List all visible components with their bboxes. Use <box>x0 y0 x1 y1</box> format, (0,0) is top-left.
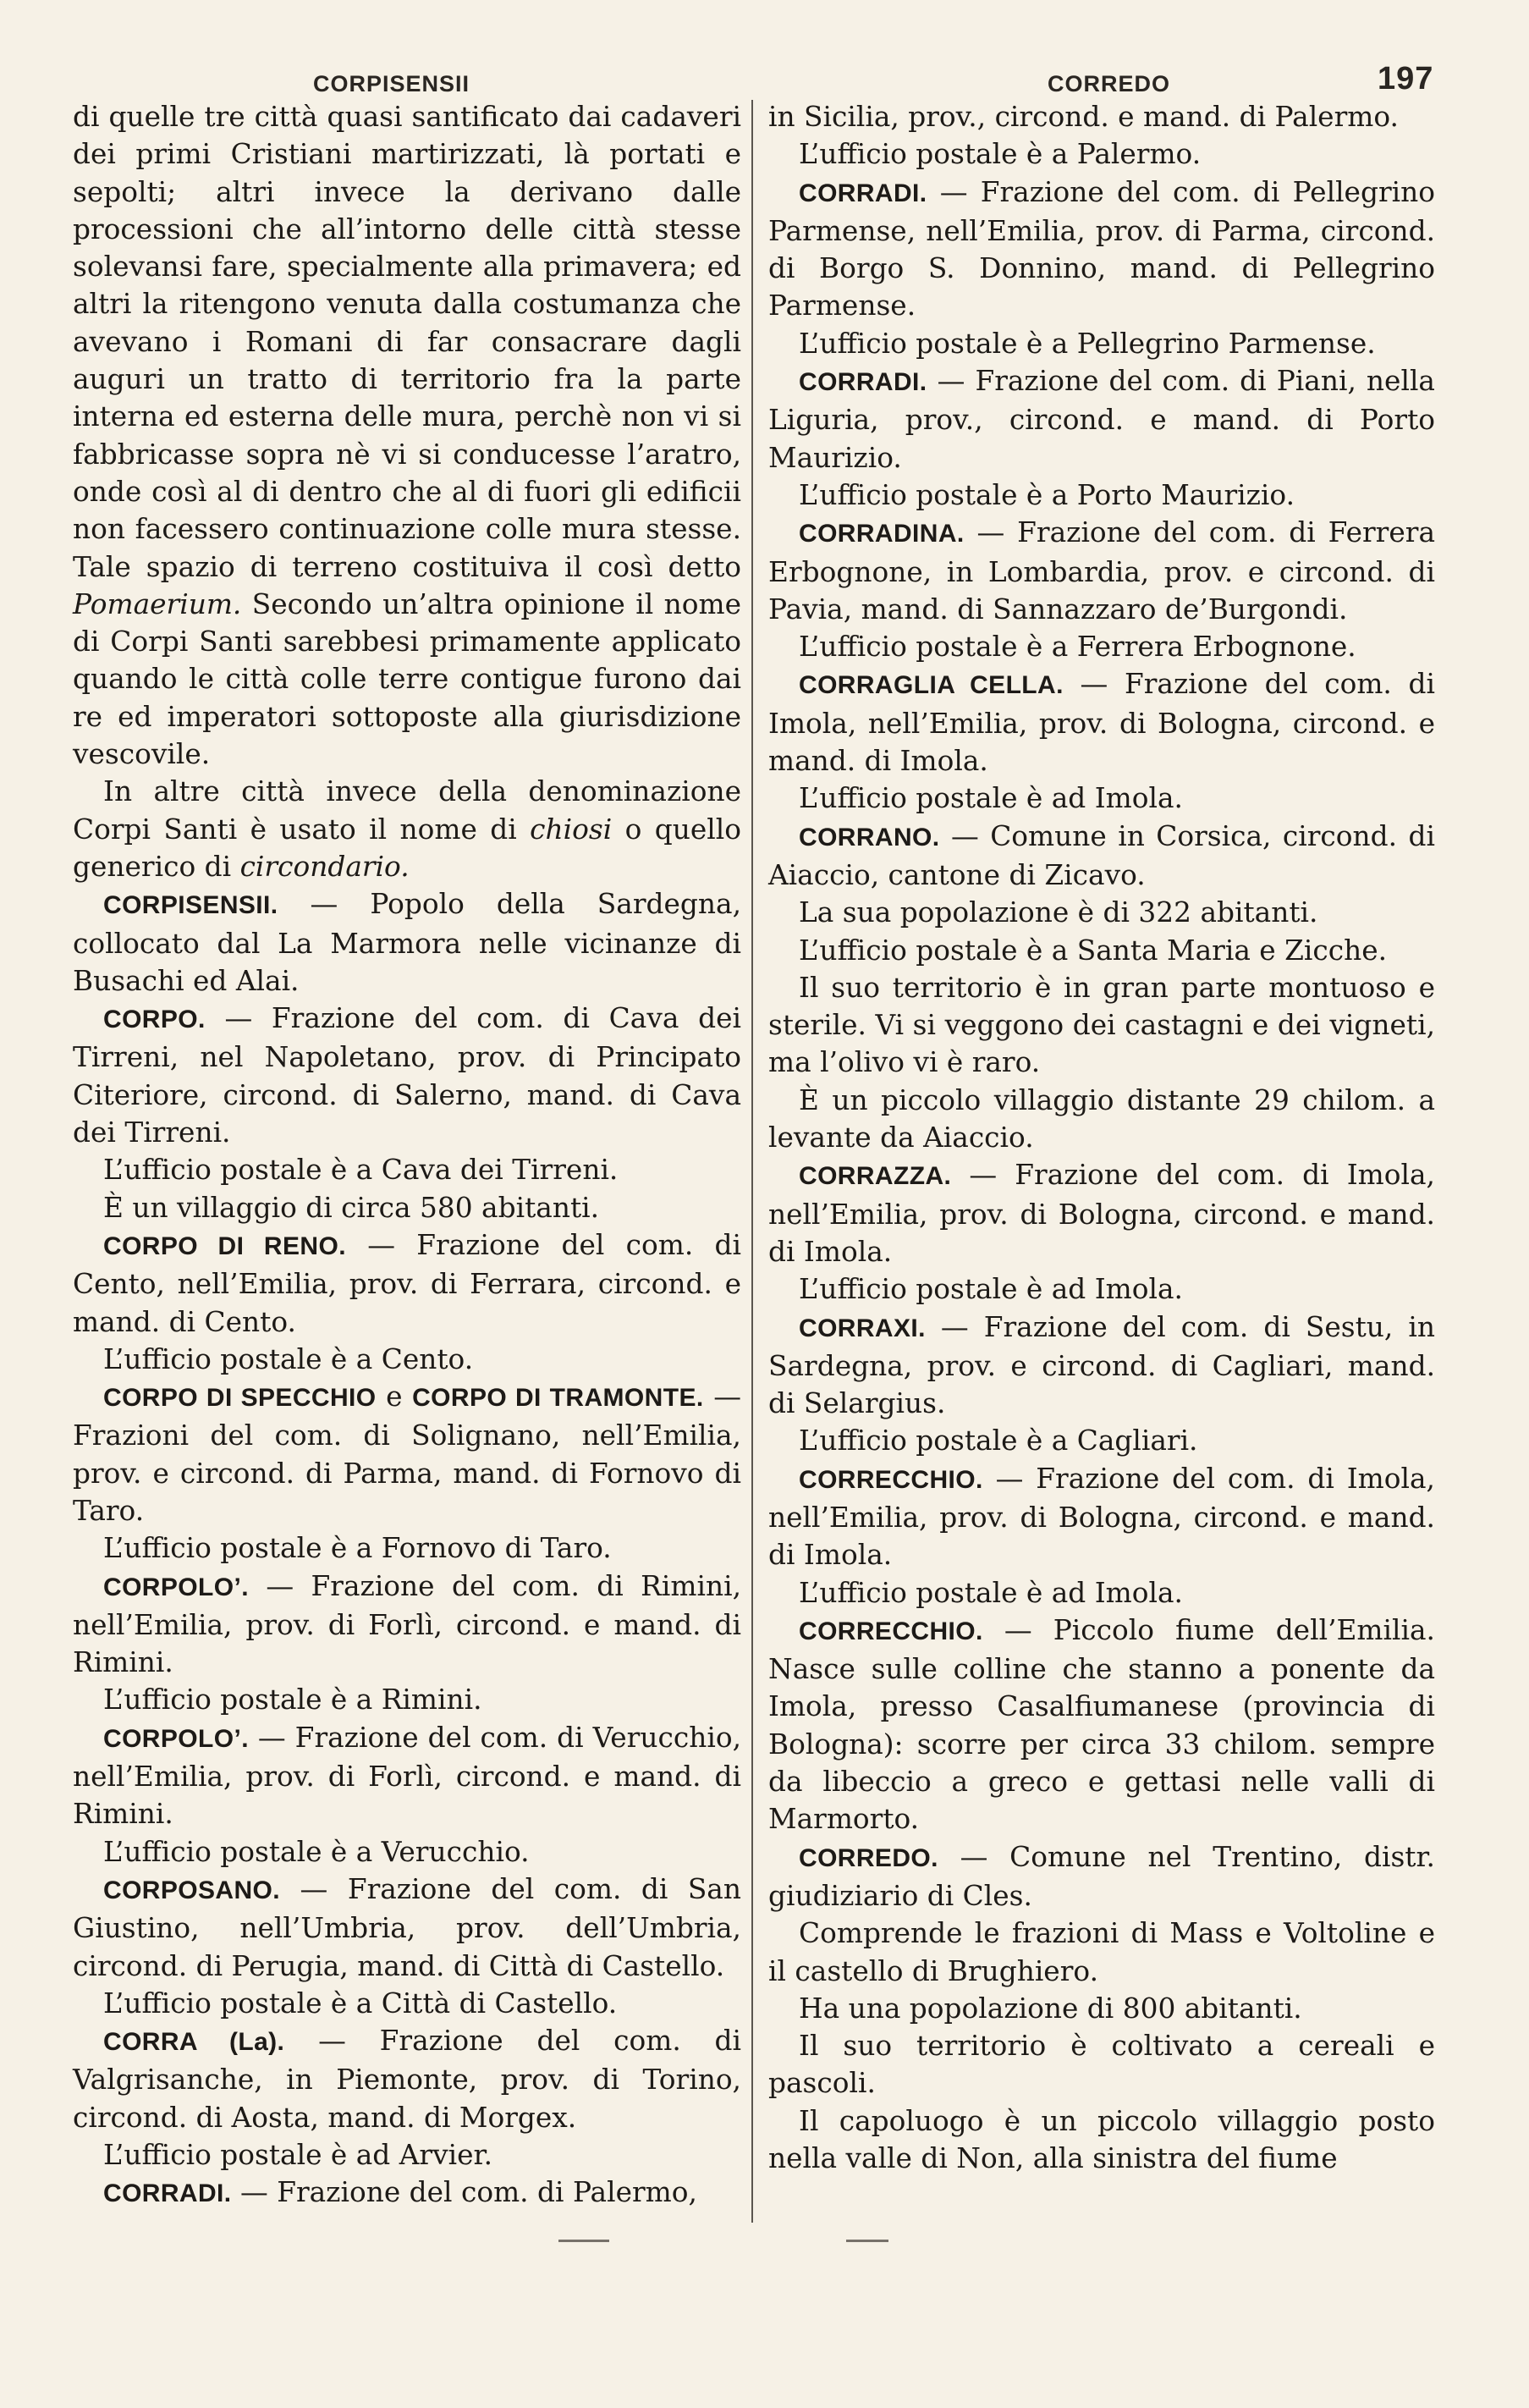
entry-paragraph <box>768 780 1435 817</box>
entry-text: — Frazione del com. di Piani, nella Liguria, prov., circond. e mand. di Porto Maurizio. <box>768 365 1435 474</box>
entry-text: L’ufficio postale è a Pellegrino Parmense. <box>799 327 1376 360</box>
entry-text: Il suo territorio è coltivato a cereali e pascoli. <box>768 2030 1435 2100</box>
entry-text: — Piccolo fiume dell’Emilia. Nasce sulle colline che stanno a ponente da Imola, presso Casalfiumanese (provincia di Bologna): scorre per circa 33 chilom. sempre da libeccio a greco e gettasi nelle valli di Marmorto. <box>768 1613 1435 1836</box>
entry-paragraph <box>73 1985 741 2022</box>
entry-paragraph <box>73 1341 741 1378</box>
dictionary-entry <box>73 1871 741 1985</box>
entry-text: in Sicilia, prov., circond. e mand. di Palermo. <box>768 101 1399 133</box>
entry-text: L’ufficio postale è a Santa Maria e Zicche. <box>799 934 1388 967</box>
dictionary-entry <box>768 1838 1435 1915</box>
dictionary-entry <box>768 362 1435 477</box>
entry-text: — Frazione del com. di Cava dei Tirreni, nel Napoletano, prov. di Principato Citeriore, circond. di Salerno, mand. di Cava dei Tirreni. <box>73 1002 741 1149</box>
entry-headword: CORRADI. <box>103 2179 232 2208</box>
entry-headword: CORPOLO’. <box>103 1724 249 1753</box>
entry-paragraph <box>768 1422 1435 1459</box>
entry-paragraph <box>768 969 1435 1082</box>
entry-text: — Frazione del com. di Imola, nell’Emilia, prov. di Bologna, circond. e mand. di Imola. <box>768 668 1435 778</box>
printer-mark <box>558 2240 609 2242</box>
entry-paragraph <box>768 1990 1435 2027</box>
entry-headword: CORRECCHIO. <box>799 1465 983 1494</box>
entry-text: È un villaggio di circa 580 abitanti. <box>103 1191 600 1224</box>
entry-headword: CORPOSANO. <box>103 1876 281 1904</box>
entry-text: L’ufficio postale è ad Imola. <box>799 782 1183 815</box>
dictionary-entry <box>73 1000 741 1151</box>
entry-text: — Frazione del com. di Palermo, <box>239 2176 697 2209</box>
entry-headword: CORRECCHIO. <box>799 1617 983 1645</box>
entry-text: L’ufficio postale è a Città di Castello. <box>103 1986 618 2020</box>
entry-text: — Frazione del com. di Pellegrino Parmense, nell’Emilia, prov. di Parma, circond. di Borgo S. Donnino, mand. di Pellegrino Parmense. <box>768 175 1435 322</box>
entry-headword: CORPO. <box>103 1006 206 1034</box>
entry-headword: CORRADINA. <box>799 520 965 548</box>
entry-text: — Popolo della Sardegna, collocato dal La Marmora nelle vicinanze di Busachi ed Alai. <box>73 888 741 997</box>
entry-paragraph <box>73 2136 741 2174</box>
running-head-left: CORPISENSII <box>313 71 470 96</box>
dictionary-entry <box>768 1612 1435 1838</box>
entry-text: L’ufficio postale è a Cagliari. <box>799 1424 1198 1457</box>
chiosi-paragraph: In altre città invece della denominazione Corpi Santi è usato il nome di chiosi o quello generico di circondario. <box>73 775 741 883</box>
dictionary-entry <box>768 818 1435 895</box>
entry-text: — Frazioni del com. di Solignano, nell’Emilia, prov. e circond. di Parma, mand. di Fornovo di Taro. <box>73 1380 741 1527</box>
entry-text: — Comune nel Trentino, distr. giudiziario di Cles. <box>768 1840 1435 1912</box>
left-column <box>73 68 741 2213</box>
entry-text: L’ufficio postale è a Cava dei Tirreni. <box>103 1154 619 1187</box>
entry-headword: CORRAZZA. <box>799 1162 952 1191</box>
entry-paragraph <box>73 1189 741 1226</box>
entry-text: — Frazione del com. di Ferrera Erbognone, in Lombardia, prov. e circond. di Pavia, mand. di Sannazzaro de’Burgondi. <box>768 516 1435 625</box>
entry-headword: CORRANO. <box>799 823 940 851</box>
entry-headword: CORRADI. <box>799 179 927 207</box>
entry-headword: CORRA (La). <box>103 2028 285 2057</box>
entry-paragraph <box>73 1529 741 1567</box>
pomaerium-term: Pomaerium. <box>73 587 242 620</box>
column-divider <box>751 100 753 2223</box>
entry-text: È un piccolo villaggio distante 29 chilom. a levante da Aiaccio. <box>768 1083 1435 1154</box>
dictionary-entry <box>73 2022 741 2136</box>
dictionary-entry <box>768 665 1435 780</box>
entry-text: L’ufficio postale è ad Imola. <box>799 1273 1183 1306</box>
entry-paragraph <box>768 628 1435 665</box>
entry-paragraph <box>768 932 1435 969</box>
entry-text: — Frazione del com. di Imola, nell’Emilia, prov. di Bologna, circond. e mand. di Imola. <box>768 1462 1435 1572</box>
entry-text: — Frazione del com. di Sestu, in Sardegna, prov. e circond. di Cagliari, mand. di Selargius. <box>768 1310 1435 1420</box>
entry-text: — Frazione del com. di Cento, nell’Emilia, prov. di Ferrara, circond. e mand. di Cento. <box>73 1228 742 1338</box>
entry-paragraph <box>73 1151 741 1188</box>
entry-text: — Frazione del com. di Valgrisanche, in Piemonte, prov. di Torino, circond. di Aosta, mand. di Morgex. <box>73 2025 741 2134</box>
entry-headword: CORPISENSII. <box>103 891 278 920</box>
entry-text: Ha una popolazione di 800 abitanti. <box>799 1992 1302 2025</box>
entry-text: L’ufficio postale è ad Imola. <box>799 1576 1183 1609</box>
entry-paragraph <box>768 2027 1435 2102</box>
right-column <box>768 68 1435 2177</box>
dictionary-entry <box>73 1568 741 1682</box>
entry-text: Il capoluogo è un piccolo villaggio posto nella valle di Non, alla sinistra del fiume <box>768 2104 1435 2175</box>
dictionary-entry <box>73 2174 741 2212</box>
entry-headword: CORRAGLIA CELLA. <box>799 671 1064 700</box>
entry-text: L’ufficio postale è ad Arvier. <box>103 2139 493 2172</box>
entry-paragraph <box>768 1082 1435 1157</box>
dictionary-entry <box>768 1460 1435 1574</box>
entry-text: L’ufficio postale è a Porto Maurizio. <box>799 478 1295 511</box>
page-number: 197 <box>1378 61 1434 96</box>
entry-text: L’ufficio postale è a Cento. <box>103 1342 474 1375</box>
entry-text: L’ufficio postale è a Fornovo di Taro. <box>103 1532 612 1565</box>
dictionary-entry <box>73 885 741 1000</box>
entry-paragraph <box>768 1270 1435 1308</box>
entry-headword: CORPO DI TRAMONTE. <box>412 1384 704 1413</box>
entry-text: L’ufficio postale è a Rimini. <box>103 1683 482 1716</box>
entry-text: — Comune in Corsica, circond. di Aiaccio, cantone di Zicavo. <box>768 819 1435 891</box>
entry-headword: CORPOLO’. <box>103 1573 249 1601</box>
running-head-right: CORREDO <box>1048 71 1171 96</box>
entry-paragraph <box>768 894 1435 931</box>
entry-paragraph <box>768 1915 1435 1990</box>
entry-text: Comprende le frazioni di Mass e Voltoline e il castello di Brughiero. <box>768 1917 1435 1987</box>
entry-text: La sua popolazione è di 322 abitanti. <box>799 896 1318 929</box>
entry-text: — Frazione del com. di San Giustino, nell’Umbria, prov. dell’Umbria, circond. di Perugia, mand. di Città di Castello. <box>73 1872 741 1982</box>
entry-paragraph <box>768 477 1435 514</box>
entry-paragraph <box>768 1574 1435 1612</box>
entry-text: L’ufficio postale è a Palermo. <box>799 138 1202 171</box>
dictionary-entry <box>768 514 1435 628</box>
entry-paragraph <box>73 1833 741 1871</box>
printer-mark <box>846 2240 888 2242</box>
entry-headword: CORPO DI RENO. <box>103 1232 346 1260</box>
entry-text: — Frazione del com. di Verucchio, nell’Emilia, prov. di Forlì, circond. e mand. di Rimini. <box>73 1721 741 1831</box>
left-entries <box>73 885 741 2212</box>
intro-paragraph: di quelle tre città quasi santificato dai cadaveri dei primi Cristiani martirizzati, là portati e sepolti; altri invece la derivano dalle processioni che all’intorno delle città stesse solevansi fare, specialmente alla primavera; ed altri la ritengono venuta dalla costumanza che avevano i Romani di far consacrare dagli auguri un tratto di territorio fra la parte interna ed esterna delle mura, perchè non vi si fabbricasse sopra nè vi si conducesse l’aratro, onde così al di dentro che al di fuori gli edificii non facessero continuazione colle mura stesse. Tale spazio di terreno costituiva il così detto Pomaerium. Secondo un’altra opinione il nome di Corpi Santi sarebbesi primamente applicato quando le città colle terre contigue furono dai re ed imperatori sottoposte alla giurisdizione vescovile. <box>73 101 741 771</box>
entry-text: — Frazione del com. di Imola, nell’Emilia, prov. di Bologna, circond. e mand. di Imola. <box>768 1159 1435 1268</box>
dictionary-entry: CORPO DI SPECCHIO e CORPO DI TRAMONTE. — Frazioni del com. di Solignano, nell’Emilia, prov. e circond. di Parma, mand. di Fornovo di Taro. <box>73 1380 741 1527</box>
entry-text: Il suo territorio è in gran parte montuoso e sterile. Vi si veggono dei castagni e dei vigneti, ma l’olivo vi è raro. <box>768 971 1435 1079</box>
entry-paragraph <box>768 325 1435 362</box>
entry-headword: CORRAXI. <box>799 1314 926 1342</box>
dictionary-entry <box>768 174 1435 325</box>
entry-headword: CORRADI. <box>799 368 927 397</box>
entry-text: — Frazione del com. di Rimini, nell’Emilia, prov. di Forlì, circond. e mand. di Rimini. <box>73 1569 741 1679</box>
entry-paragraph <box>73 1681 741 1718</box>
entry-text: L’ufficio postale è a Verucchio. <box>103 1835 530 1868</box>
entry-headword: CORPO DI SPECCHIO <box>103 1384 377 1413</box>
entry-text: L’ufficio postale è a Ferrera Erbognone. <box>799 631 1356 664</box>
right-entries <box>768 98 1435 2177</box>
entry-paragraph <box>768 98 1435 135</box>
entry-paragraph <box>768 2102 1435 2178</box>
dictionary-entry <box>768 1156 1435 1270</box>
dictionary-entry <box>73 1719 741 1833</box>
entry-headword: CORREDO. <box>799 1843 938 1872</box>
entry-paragraph <box>768 135 1435 173</box>
dictionary-entry <box>73 1226 741 1341</box>
dictionary-entry <box>768 1309 1435 1423</box>
